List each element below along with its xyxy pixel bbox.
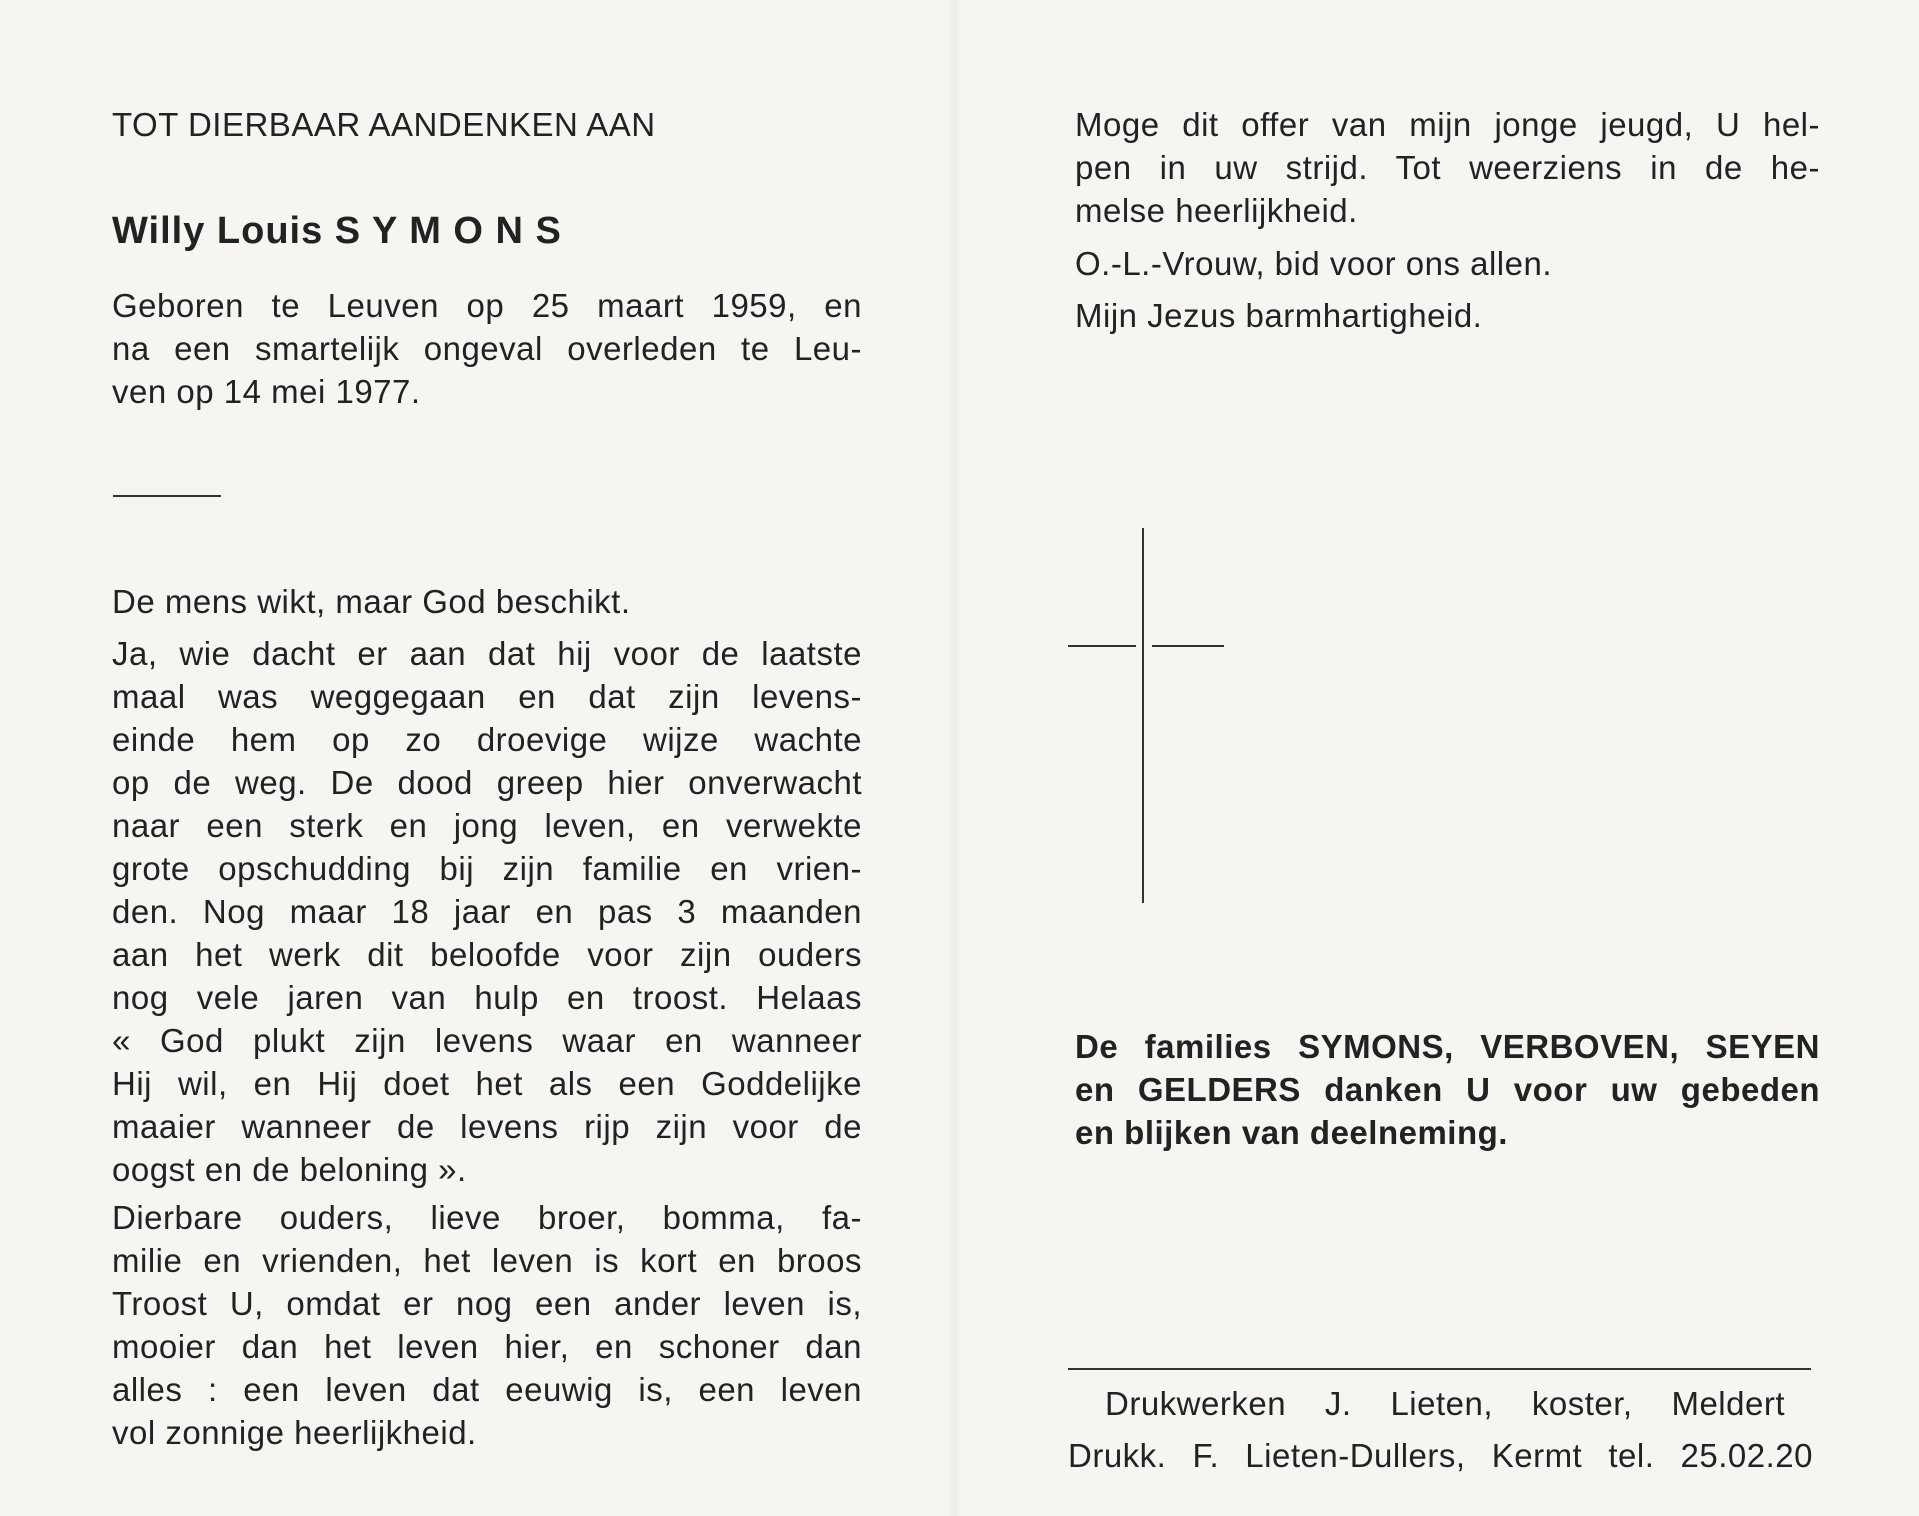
deceased-name: Willy Louis S Y M O N S	[112, 210, 562, 252]
paragraph-line: nog vele jaren van hulp en troost. Helaas	[112, 979, 862, 1016]
paragraph-line: Ja, wie dacht er aan dat hij voor de laatste	[112, 635, 862, 672]
paragraph-line: milie en vrienden, het leven is kort en broos	[112, 1242, 862, 1279]
paragraph-line: Hij wil, en Hij doet het als een Goddelijke	[112, 1065, 862, 1102]
invocation-mary: O.-L.-Vrouw, bid voor ons allen.	[1075, 245, 1553, 282]
cross-icon	[1142, 528, 1144, 903]
prayer-line: Moge dit offer van mijn jonge jeugd, U hel-	[1075, 106, 1820, 143]
paragraph-line: maaier wanneer de levens rijp zijn voor de	[112, 1108, 862, 1145]
prayer-line: melse heerlijkheid.	[1075, 192, 1358, 229]
paragraph-line: oogst en de beloning ».	[112, 1151, 467, 1188]
paragraph-line: einde hem op zo droevige wijze wachte	[112, 721, 862, 758]
thanks-line: De families SYMONS, VERBOVEN, SEYEN	[1075, 1028, 1820, 1065]
cross-arm-left	[1068, 645, 1136, 647]
birth-line: Geboren te Leuven op 25 maart 1959, en	[112, 287, 862, 324]
thanks-line: en GELDERS danken U voor uw gebeden	[1075, 1071, 1820, 1108]
invocation-jesus: Mijn Jezus barmhartigheid.	[1075, 297, 1483, 334]
paragraph-line: Troost U, omdat er nog een ander leven is,	[112, 1285, 862, 1322]
paragraph-2	[112, 1196, 862, 1454]
printer-divider	[1068, 1368, 1811, 1370]
paragraph-line: op de weg. De dood greep hier onverwacht	[112, 764, 862, 801]
paragraph-line: alles : een leven dat eeuwig is, een leven	[112, 1371, 862, 1408]
paragraph-line: vol zonnige heerlijkheid.	[112, 1414, 477, 1451]
motto: De mens wikt, maar God beschikt.	[112, 583, 631, 620]
birth-death-info	[112, 284, 862, 413]
birth-line: na een smartelijk ongeval overleden te Leu-	[112, 330, 862, 367]
paragraph-line: naar een sterk en jong leven, en verwekte	[112, 807, 862, 844]
printer-text: Drukwerken J. Lieten, koster, Meldert	[1105, 1385, 1785, 1422]
paragraph-line: Dierbare ouders, lieve broer, bomma, fa-	[112, 1199, 862, 1236]
cross-arm-right	[1152, 645, 1224, 647]
prayer-line: pen in uw strijd. Tot weerziens in de he-	[1075, 149, 1820, 186]
paragraph-line: den. Nog maar 18 jaar en pas 3 maanden	[112, 893, 862, 930]
paragraph-line: « God plukt zijn levens waar en wanneer	[112, 1022, 862, 1059]
printer-line-1	[1105, 1382, 1785, 1425]
paragraph-line: maal was weggegaan en dat zijn levens-	[112, 678, 862, 715]
thanks-line: en blijken van deelneming.	[1075, 1114, 1508, 1151]
printer-text: Drukk. F. Lieten-Dullers, Kermt tel. 25.02.20	[1068, 1437, 1813, 1474]
birth-line: ven op 14 mei 1977.	[112, 373, 421, 410]
paragraph-line: aan het werk dit beloofde voor zijn ouders	[112, 936, 862, 973]
family-thanks	[1075, 1025, 1820, 1154]
card-fold	[948, 0, 962, 1516]
paragraph-1	[112, 632, 862, 1191]
short-divider	[113, 495, 221, 497]
heading: TOT DIERBAAR AANDENKEN AAN	[112, 106, 656, 143]
paragraph-line: grote opschudding bij zijn familie en vrien-	[112, 850, 862, 887]
paragraph-line: mooier dan het leven hier, en schoner dan	[112, 1328, 862, 1365]
prayer	[1075, 103, 1820, 232]
printer-line-2	[1068, 1434, 1813, 1477]
